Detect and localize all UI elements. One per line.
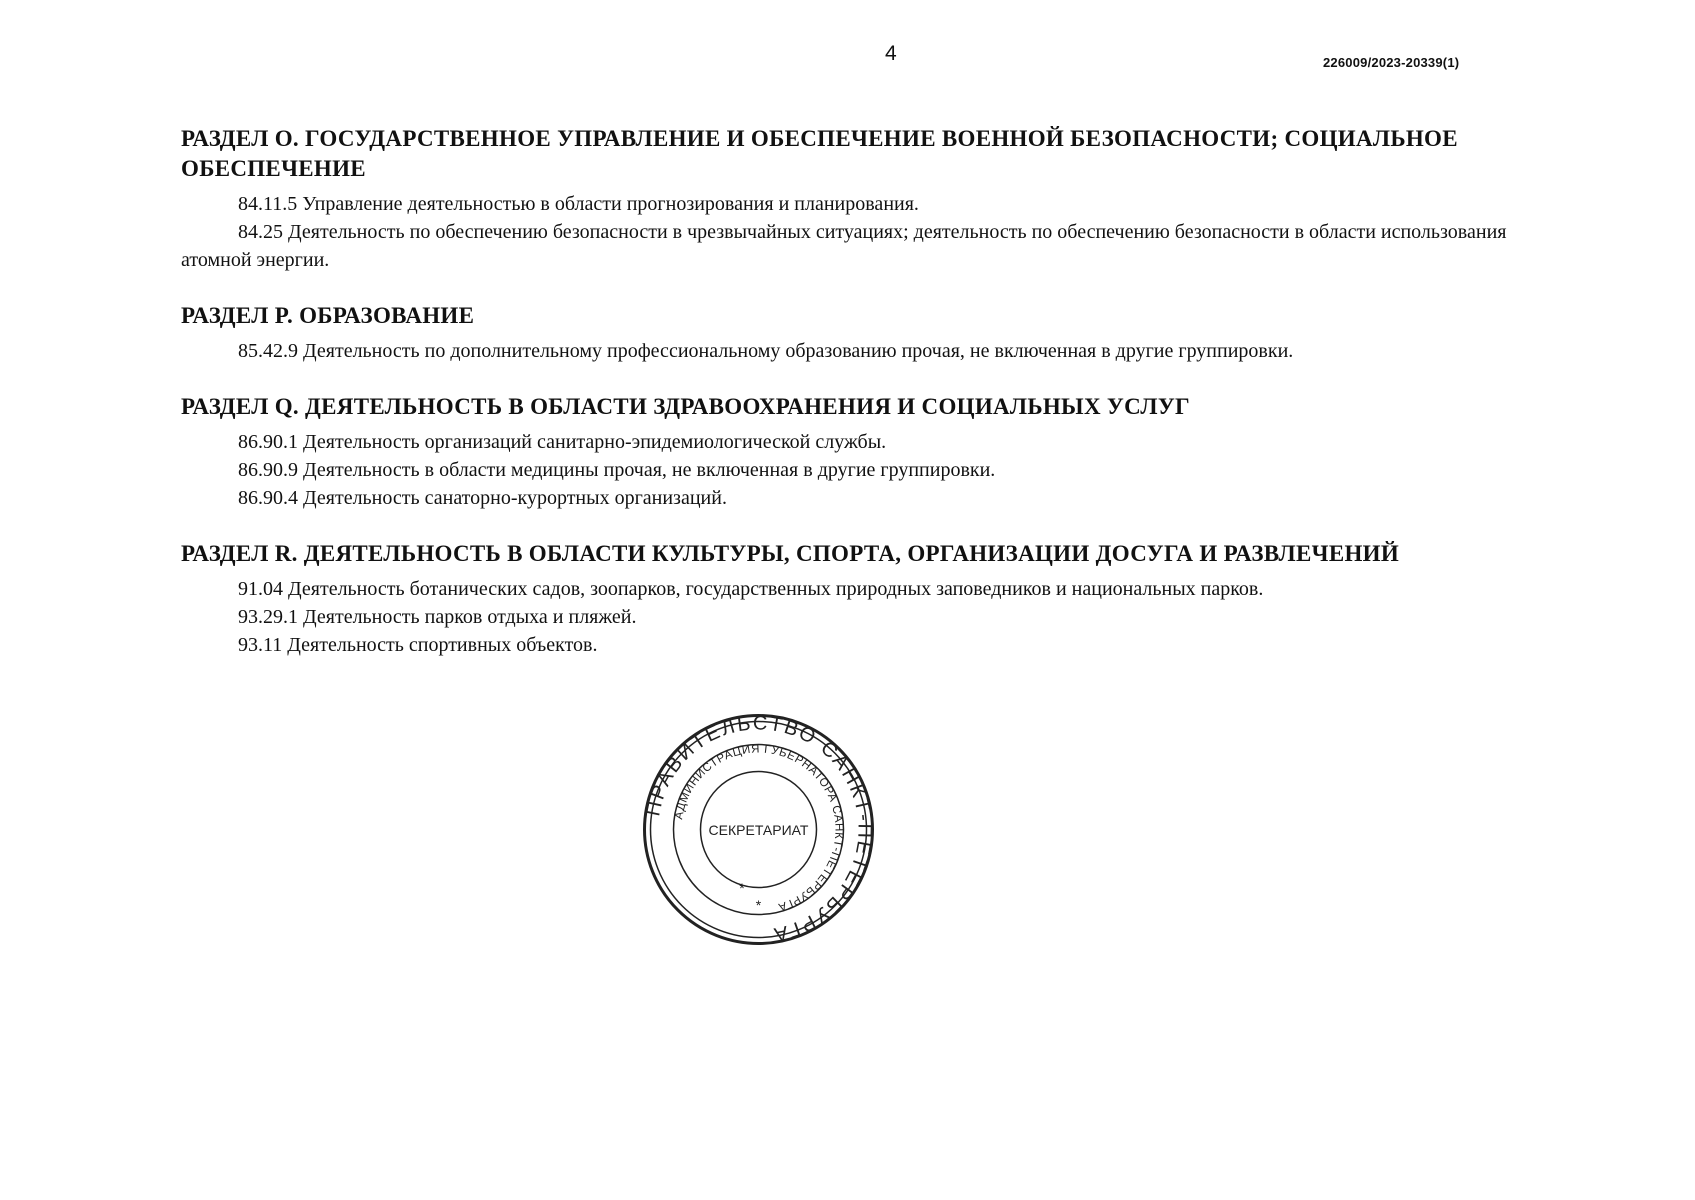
page-number: 4: [885, 42, 897, 65]
activity-item: 85.42.9 Деятельность по дополнительному профессиональному образованию прочая, не включенная в другие группировки.: [238, 340, 1294, 362]
section-o: [181, 124, 1521, 274]
activity-item: 86.90.4 Деятельность санаторно-курортных организаций.: [238, 487, 727, 509]
section-title: РАЗДЕЛ P. ОБРАЗОВАНИЕ: [181, 303, 475, 328]
seal-star-icon: *: [739, 880, 745, 896]
section-q: [181, 392, 1521, 512]
activity-item: 84.11.5 Управление деятельностью в области прогнозирования и планирования.: [238, 193, 919, 215]
activity-item: 93.11 Деятельность спортивных объектов.: [238, 634, 598, 656]
section-r: [181, 539, 1521, 659]
seal-star-icon: *: [755, 897, 762, 913]
seal-outer-text: ПРАВИТЕЛЬСТВО САНКТ-ПЕТЕРБУРГА: [642, 712, 876, 946]
official-seal-stamp: [641, 712, 876, 947]
document-id: 226009/2023-20339(1): [1323, 55, 1460, 70]
document-body: [181, 124, 1521, 686]
section-title: РАЗДЕЛ R. ДЕЯТЕЛЬНОСТЬ В ОБЛАСТИ КУЛЬТУРЫ, СПОРТА, ОРГАНИЗАЦИИ ДОСУГА И РАЗВЛЕЧЕНИЙ: [181, 541, 1400, 566]
activity-item: 86.90.1 Деятельность организаций санитарно-эпидемиологической службы.: [238, 431, 887, 453]
section-title: РАЗДЕЛ O. ГОСУДАРСТВЕННОЕ УПРАВЛЕНИЕ И ОБЕСПЕЧЕНИЕ ВОЕННОЙ БЕЗОПАСНОСТИ; СОЦИАЛЬНОЕ ОБЕСПЕЧЕНИЕ: [181, 126, 1458, 181]
section-title: РАЗДЕЛ Q. ДЕЯТЕЛЬНОСТЬ В ОБЛАСТИ ЗДРАВООХРАНЕНИЯ И СОЦИАЛЬНЫХ УСЛУГ: [181, 394, 1190, 419]
seal-graphic: [641, 712, 876, 947]
seal-center-text: СЕКРЕТАРИАТ: [708, 822, 809, 838]
activity-item: 84.25 Деятельность по обеспечению безопасности в чрезвычайных ситуациях; деятельность по обеспечению безопасности в области использования атомной энергии.: [181, 221, 1507, 271]
activity-item: 86.90.9 Деятельность в области медицины прочая, не включенная в другие группировки.: [238, 459, 996, 481]
seal-inner-text: АДМИНИСТРАЦИЯ ГУБЕРНАТОРА САНКТ-ПЕТЕРБУРГА: [673, 743, 845, 913]
activity-item: 91.04 Деятельность ботанических садов, зоопарков, государственных природных заповедников и национальных парков.: [238, 578, 1264, 600]
activity-item: 93.29.1 Деятельность парков отдыха и пляжей.: [238, 606, 637, 628]
section-p: [181, 301, 1521, 365]
